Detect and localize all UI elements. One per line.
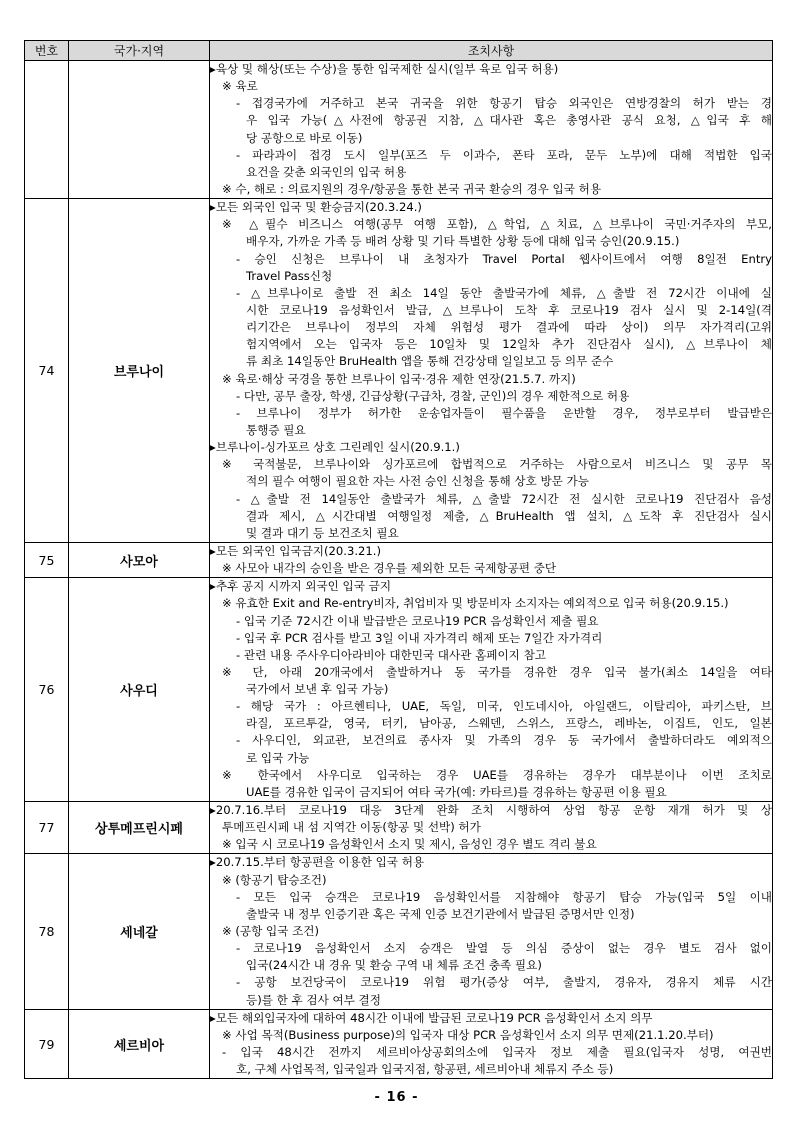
measure-line: - 파라과이 접경 도시 일부(포즈 두 이과수, 폰타 포라, 문두 노부)에 대해 적법한 입국	[236, 147, 772, 162]
header-country: 국가·지역	[69, 41, 210, 61]
measures-cell	[210, 61, 773, 199]
measure-line: 및 결과 대기 등 보건조치 필요	[246, 525, 399, 540]
measure-line: 리기간은 브루나이 정부의 자체 위험성 평가 결과에 따라 상이) 의무 자가격리(고위	[246, 320, 772, 335]
country-name: 사모아	[69, 542, 210, 577]
measure-line: - 입국 후 PCR 검사를 받고 3일 이내 자가격리 해제 또는 7일간 자가격리	[236, 630, 603, 645]
measure-line: Travel Pass신청	[246, 268, 333, 283]
measure-line: ※ 유효한 Exit and Re-entry비자, 취업비자 및 방문비자 소지자는 예외적으로 입국 허용(20.9.15.)	[222, 596, 729, 611]
measure-line: ▸모든 외국인 입국 및 환승금지(20.3.24.)	[210, 200, 422, 215]
row-number	[25, 61, 69, 199]
measures-cell	[210, 578, 773, 802]
measure-line: ▸추후 공지 시까지 외국인 입국 금지	[210, 579, 392, 594]
measure-line: 출발국 내 정부 인증기관 혹은 국제 인증 보건기관에서 발급된 증명서만 인정)	[246, 906, 635, 921]
header-number: 번호	[25, 41, 69, 61]
row-number: 75	[25, 542, 69, 577]
measure-line: ※ 사모아 내각의 승인을 받은 경우를 제외한 모든 국제항공편 중단	[222, 561, 557, 576]
measure-line: ※ 한국에서 사우디로 입국하는 경우 UAE를 경유하는 경우가 대부분이나 이번 조치로	[222, 767, 772, 782]
measure-line: ※ 육로	[222, 79, 258, 94]
measure-line: 시한 코로나19 음성확인서 발급, △브루나이 도착 후 코로나19 검사 실시 및 2-14일(격	[246, 302, 772, 317]
measure-line: 통행증 필요	[246, 422, 306, 437]
row-number: 76	[25, 578, 69, 802]
row-number: 78	[25, 854, 69, 1009]
page-number: - 16 -	[374, 1090, 419, 1105]
measures-cell	[210, 542, 773, 577]
measure-line: ※ △필수 비즈니스 여행(공무 여행 포함), △학업, △치료, △브루나이 국민·거주자의 부모,	[222, 217, 772, 232]
measure-line: - 접경국가에 거주하고 본국 귀국을 위한 항공기 탑승 외국인은 연방경찰의 허가 받는 경	[236, 96, 772, 111]
country-name: 상투메프린시페	[69, 802, 210, 854]
measure-line: - 해당 국가 : 아르헨티나, UAE, 독일, 미국, 인도네시아, 아일랜드, 이탈리아, 파키스탄, 브	[236, 699, 772, 714]
table-row	[25, 802, 773, 854]
measure-line: ▸모든 해외입국자에 대하여 48시간 이내에 발급된 코로나19 PCR 음성확인서 소지 의무	[210, 1010, 653, 1025]
measure-line: - △브루나이로 출발 전 최소 14일 동안 출발국가에 체류, △출발 전 72시간 이내에 실	[236, 285, 772, 300]
row-number: 79	[25, 1009, 69, 1079]
measure-line: 류 최초 14일동안 BruHealth 앱을 통해 건강상태 일일보고 등 의무 준수	[246, 354, 614, 369]
measure-line: ※ (항공기 탑승조건)	[222, 872, 327, 887]
measure-line: 등)를 한 후 검사 여부 결정	[246, 992, 381, 1007]
country-name: 세네갈	[69, 854, 210, 1009]
country-name: 사우디	[69, 578, 210, 802]
measure-line: - 공항 보건당국이 코로나19 위험 평가(증상 여부, 출발지, 경유자, 경유지 체류 시간	[236, 975, 772, 990]
measure-line: UAE를 경유한 입국이 금지되어 여타 국가(예: 카타르)를 경유하는 항공편 이용 필요	[246, 784, 667, 799]
measure-line: 국가에서 보낸 후 입국 가능)	[246, 682, 389, 697]
measure-line: 우 입국 가능(△사전에 항공권 지참, △대사관 혹은 총영사관 공식 요청, △입국 후 해	[246, 113, 772, 128]
measures-cell	[210, 854, 773, 1009]
measure-line: 요건을 갖춘 외국인의 입국 허용	[246, 164, 407, 179]
measure-line: ※ 입국 시 코로나19 음성확인서 소지 및 제시, 음성인 경우 별도 격리 불요	[222, 837, 597, 852]
measure-line: - 승인 신청은 브루나이 내 초청자가 Travel Portal 웹사이트에서 여행 8일전 Entry	[236, 251, 772, 266]
measures-cell	[210, 1009, 773, 1079]
table-row	[25, 542, 773, 577]
table-body	[25, 61, 773, 1079]
measure-line: 투메프린시페 내 섬 지역간 이동(항공 및 선박) 허가	[222, 820, 481, 835]
measure-line: 결과 제시, △시간대별 여행일정 제출, △BruHealth 앱 설치, △도착 후 진단검사 실시	[246, 508, 772, 523]
table-row	[25, 578, 773, 802]
country-name	[69, 61, 210, 199]
measure-line: - 브루나이 정부가 허가한 운송업자들이 필수품을 운반할 경우, 정부로부터 발급받은	[236, 405, 772, 420]
measure-line: - 모든 입국 승객은 코로나19 음성확인서를 지참해야 항공기 탑승 가능(입국 5일 이내	[236, 889, 772, 904]
measure-line: ▸브루나이-싱가포르 상호 그린레인 실시(20.9.1.)	[210, 440, 460, 455]
measure-line: - 코로나19 음성확인서 소지 승객은 발열 등 의심 증상이 없는 경우 별도 검사 없이	[236, 941, 772, 956]
measure-line: ※ 수, 해로 : 의료지원의 경우/항공을 통한 본국 귀국 환승의 경우 입국 허용	[222, 181, 602, 196]
measure-line: - △출발 전 14일동안 출발국가 체류, △출발 72시간 전 실시한 코로나19 진단검사 음성	[236, 491, 772, 506]
country-name: 세르비아	[69, 1009, 210, 1079]
measure-line: ▸육상 및 해상(또는 수상)을 통한 입국제한 실시(일부 육로 입국 허용)	[210, 62, 559, 76]
measure-line: - 사우디인, 외교관, 보건의료 종사자 및 가족의 경우 동 국가에서 출발하더라도 예외적으	[236, 733, 772, 748]
table-row	[25, 61, 773, 199]
measure-line: 당 공항으로 바로 이동)	[246, 130, 363, 145]
measure-line: 로 입국 가능	[246, 750, 310, 765]
row-number: 74	[25, 199, 69, 543]
measure-line: - 다만, 공무 출장, 학생, 긴급상황(구급차, 경찰, 군인)의 경우 제한적으로 허용	[236, 388, 630, 403]
measure-line: ▸모든 외국인 입국금지(20.3.21.)	[210, 543, 381, 558]
table-header-row	[25, 41, 773, 61]
measure-line: 험지역에서 오는 입국자 등은 10일차 및 12일차 추가 진단검사 실시), △브루나이 체	[246, 337, 772, 352]
measure-line: ※ 사업 목적(Business purpose)의 입국자 대상 PCR 음성확인서 소지 의무 면제(21.1.20.부터)	[222, 1027, 714, 1042]
measure-line: - 관련 내용 주사우디아라비아 대한민국 대사관 홈페이지 참고	[236, 647, 546, 662]
measure-line: - 입국 48시간 전까지 세르비아상공회의소에 입국자 정보 제출 필요(입국자 성명, 여권번	[222, 1045, 772, 1060]
measure-line: 적의 필수 여행이 필요한 자는 사전 승인 신청을 통해 상호 방문 가능	[246, 474, 589, 489]
measure-line: 입국(24시간 내 경유 및 환승 구역 내 체류 조건 충족 필요)	[246, 958, 542, 973]
measures-table	[24, 40, 773, 1079]
measure-line: - 입국 기준 72시간 이내 발급받은 코로나19 PCR 음성확인서 제출 필요	[236, 613, 599, 628]
measure-line: 배우자, 가까운 가족 등 배려 상황 및 기타 특별한 상황 등에 대해 입국 승인(20.9.15.)	[246, 234, 680, 249]
table-row	[25, 1009, 773, 1079]
measure-line: 호, 구체 사업목적, 입국일과 입국지점, 항공편, 세르비아내 체류지 주소 등)	[236, 1062, 614, 1077]
measure-line: ※ 육로·해상 국경을 통한 브루나이 입국·경유 제한 연장(21.5.7. 까지)	[222, 371, 576, 386]
row-number: 77	[25, 802, 69, 854]
country-name: 브루나이	[69, 199, 210, 543]
table-row	[25, 854, 773, 1009]
measures-cell	[210, 802, 773, 854]
measure-line: 라질, 포르투갈, 영국, 터키, 남아공, 스웨덴, 스위스, 프랑스, 레바논, 이집트, 인도, 일본	[246, 716, 772, 731]
measures-cell	[210, 199, 773, 543]
measure-line: ▸20.7.16.부터 코로나19 대응 3단계 완화 조치 시행하여 상업 항공 운항 재개 허가 및 상	[210, 803, 772, 818]
measure-line: ※ 단, 아래 20개국에서 출발하거나 동 국가를 경유한 경우 입국 불가(최소 14일을 여타	[222, 664, 772, 679]
table-row	[25, 199, 773, 543]
measure-line: ▸20.7.15.부터 항공편을 이용한 입국 허용	[210, 855, 425, 870]
measure-line: ※ 국적불문, 브루나이와 싱가포르에 합법적으로 거주하는 사람으로서 비즈니스 및 공무 목	[222, 457, 772, 472]
header-measures: 조치사항	[210, 41, 773, 61]
measure-line: ※ (공항 입국 조건)	[222, 924, 320, 939]
